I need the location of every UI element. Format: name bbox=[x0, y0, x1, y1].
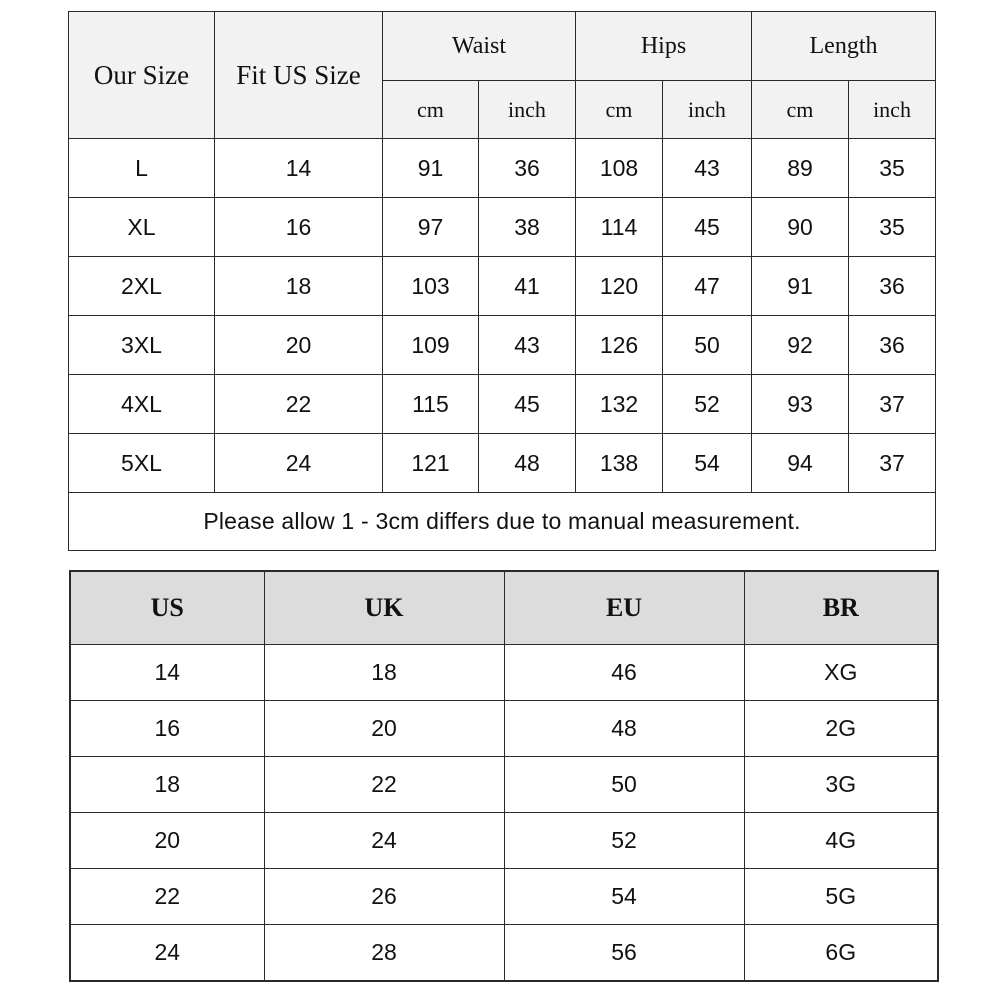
table-row bbox=[70, 645, 938, 701]
table-row bbox=[69, 434, 936, 493]
us-cell: 18 bbox=[70, 757, 264, 813]
hips-cm-cell: 114 bbox=[576, 198, 663, 257]
hips-inch-cell: 47 bbox=[663, 257, 752, 316]
table-row bbox=[70, 757, 938, 813]
br-cell: 3G bbox=[744, 757, 938, 813]
uk-cell: 28 bbox=[264, 925, 504, 982]
measurement-note: Please allow 1 - 3cm differs due to manual measurement. bbox=[69, 493, 936, 551]
hips-cm-cell: 138 bbox=[576, 434, 663, 493]
header-br: BR bbox=[744, 571, 938, 645]
waist-cm-cell: 97 bbox=[383, 198, 479, 257]
hips-inch-cell: 43 bbox=[663, 139, 752, 198]
fit-us-size-cell: 14 bbox=[215, 139, 383, 198]
waist-inch-cell: 38 bbox=[479, 198, 576, 257]
length-inch-cell: 37 bbox=[849, 434, 936, 493]
our-size-cell: 3XL bbox=[69, 316, 215, 375]
eu-cell: 48 bbox=[504, 701, 744, 757]
hips-cm-cell: 132 bbox=[576, 375, 663, 434]
table-row bbox=[69, 257, 936, 316]
hips-cm-cell: 108 bbox=[576, 139, 663, 198]
fit-us-size-cell: 16 bbox=[215, 198, 383, 257]
our-size-cell: 5XL bbox=[69, 434, 215, 493]
size-conversion-table bbox=[69, 570, 939, 982]
hips-inch-cell: 45 bbox=[663, 198, 752, 257]
eu-cell: 54 bbox=[504, 869, 744, 925]
table-row bbox=[69, 375, 936, 434]
fit-us-size-cell: 18 bbox=[215, 257, 383, 316]
header-waist-cm: cm bbox=[383, 81, 479, 139]
header-length: Length bbox=[752, 12, 936, 81]
length-cm-cell: 90 bbox=[752, 198, 849, 257]
length-cm-cell: 94 bbox=[752, 434, 849, 493]
fit-us-size-cell: 24 bbox=[215, 434, 383, 493]
size-chart-table bbox=[68, 11, 936, 551]
header-eu: EU bbox=[504, 571, 744, 645]
us-cell: 20 bbox=[70, 813, 264, 869]
hips-inch-cell: 50 bbox=[663, 316, 752, 375]
eu-cell: 46 bbox=[504, 645, 744, 701]
our-size-cell: 2XL bbox=[69, 257, 215, 316]
table-row bbox=[69, 198, 936, 257]
br-cell: 4G bbox=[744, 813, 938, 869]
our-size-cell: 4XL bbox=[69, 375, 215, 434]
header-fit-us-size: Fit US Size bbox=[215, 12, 383, 139]
header-hips: Hips bbox=[576, 12, 752, 81]
fit-us-size-cell: 22 bbox=[215, 375, 383, 434]
uk-cell: 26 bbox=[264, 869, 504, 925]
hips-cm-cell: 126 bbox=[576, 316, 663, 375]
fit-us-size-cell: 20 bbox=[215, 316, 383, 375]
header-length-inch: inch bbox=[849, 81, 936, 139]
table-row bbox=[70, 701, 938, 757]
length-inch-cell: 36 bbox=[849, 257, 936, 316]
header-waist-inch: inch bbox=[479, 81, 576, 139]
waist-inch-cell: 43 bbox=[479, 316, 576, 375]
br-cell: 6G bbox=[744, 925, 938, 982]
length-cm-cell: 91 bbox=[752, 257, 849, 316]
header-uk: UK bbox=[264, 571, 504, 645]
header-hips-cm: cm bbox=[576, 81, 663, 139]
waist-cm-cell: 115 bbox=[383, 375, 479, 434]
waist-cm-cell: 109 bbox=[383, 316, 479, 375]
eu-cell: 52 bbox=[504, 813, 744, 869]
length-inch-cell: 36 bbox=[849, 316, 936, 375]
waist-inch-cell: 41 bbox=[479, 257, 576, 316]
table-row bbox=[70, 869, 938, 925]
header-us: US bbox=[70, 571, 264, 645]
length-cm-cell: 89 bbox=[752, 139, 849, 198]
uk-cell: 20 bbox=[264, 701, 504, 757]
length-inch-cell: 35 bbox=[849, 198, 936, 257]
br-cell: XG bbox=[744, 645, 938, 701]
table-row bbox=[69, 316, 936, 375]
uk-cell: 24 bbox=[264, 813, 504, 869]
header-waist: Waist bbox=[383, 12, 576, 81]
waist-inch-cell: 36 bbox=[479, 139, 576, 198]
table-row bbox=[70, 813, 938, 869]
us-cell: 22 bbox=[70, 869, 264, 925]
header-hips-inch: inch bbox=[663, 81, 752, 139]
hips-inch-cell: 52 bbox=[663, 375, 752, 434]
table-row bbox=[70, 925, 938, 982]
header-our-size: Our Size bbox=[69, 12, 215, 139]
header-length-cm: cm bbox=[752, 81, 849, 139]
hips-cm-cell: 120 bbox=[576, 257, 663, 316]
uk-cell: 22 bbox=[264, 757, 504, 813]
us-cell: 14 bbox=[70, 645, 264, 701]
eu-cell: 56 bbox=[504, 925, 744, 982]
length-inch-cell: 37 bbox=[849, 375, 936, 434]
br-cell: 5G bbox=[744, 869, 938, 925]
uk-cell: 18 bbox=[264, 645, 504, 701]
us-cell: 24 bbox=[70, 925, 264, 982]
our-size-cell: XL bbox=[69, 198, 215, 257]
length-cm-cell: 93 bbox=[752, 375, 849, 434]
br-cell: 2G bbox=[744, 701, 938, 757]
length-inch-cell: 35 bbox=[849, 139, 936, 198]
length-cm-cell: 92 bbox=[752, 316, 849, 375]
eu-cell: 50 bbox=[504, 757, 744, 813]
us-cell: 16 bbox=[70, 701, 264, 757]
waist-cm-cell: 103 bbox=[383, 257, 479, 316]
our-size-cell: L bbox=[69, 139, 215, 198]
waist-inch-cell: 45 bbox=[479, 375, 576, 434]
waist-cm-cell: 121 bbox=[383, 434, 479, 493]
waist-inch-cell: 48 bbox=[479, 434, 576, 493]
table-row bbox=[69, 139, 936, 198]
hips-inch-cell: 54 bbox=[663, 434, 752, 493]
waist-cm-cell: 91 bbox=[383, 139, 479, 198]
